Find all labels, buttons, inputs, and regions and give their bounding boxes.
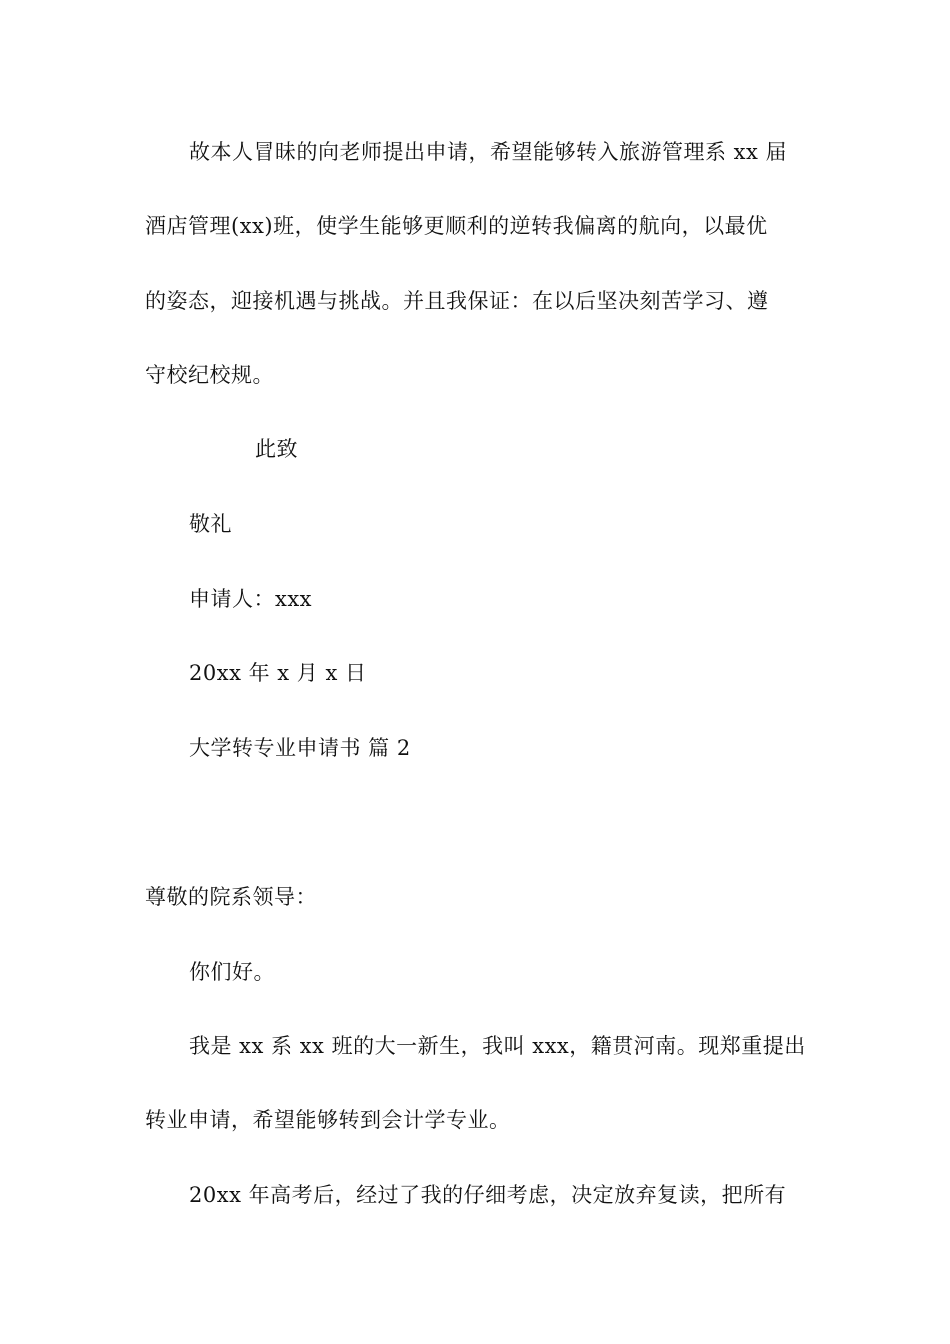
applicant-line: 申请人：xxx — [189, 587, 313, 611]
paragraph-line: 转业申请，希望能够转到会计学专业。 — [145, 1108, 511, 1132]
paragraph-line: 守校纪校规。 — [145, 363, 274, 387]
paragraph-line: 酒店管理(xx)班，使学生能够更顺利的逆转我偏离的航向，以最优 — [145, 214, 768, 238]
paragraph-line: 20xx 年高考后，经过了我的仔细考虑，决定放弃复读，把所有 — [189, 1183, 787, 1207]
date-line: 20xx 年 x 月 x 日 — [189, 661, 367, 685]
paragraph-line: 故本人冒昧的向老师提出申请，希望能够转入旅游管理系 xx 届 — [189, 140, 788, 164]
closing-regards: 敬礼 — [189, 512, 232, 536]
paragraph-line: 你们好。 — [189, 960, 275, 984]
section-title: 大学转专业申请书 篇 2 — [189, 736, 411, 760]
paragraph-line: 我是 xx 系 xx 班的大一新生，我叫 xxx，籍贯河南。现郑重提出 — [189, 1034, 806, 1058]
paragraph-line: 的姿态，迎接机遇与挑战。并且我保证：在以后坚决刻苦学习、遵 — [145, 289, 769, 313]
greeting-line: 尊敬的院系领导： — [145, 885, 317, 909]
closing-salutation: 此致 — [255, 437, 298, 461]
